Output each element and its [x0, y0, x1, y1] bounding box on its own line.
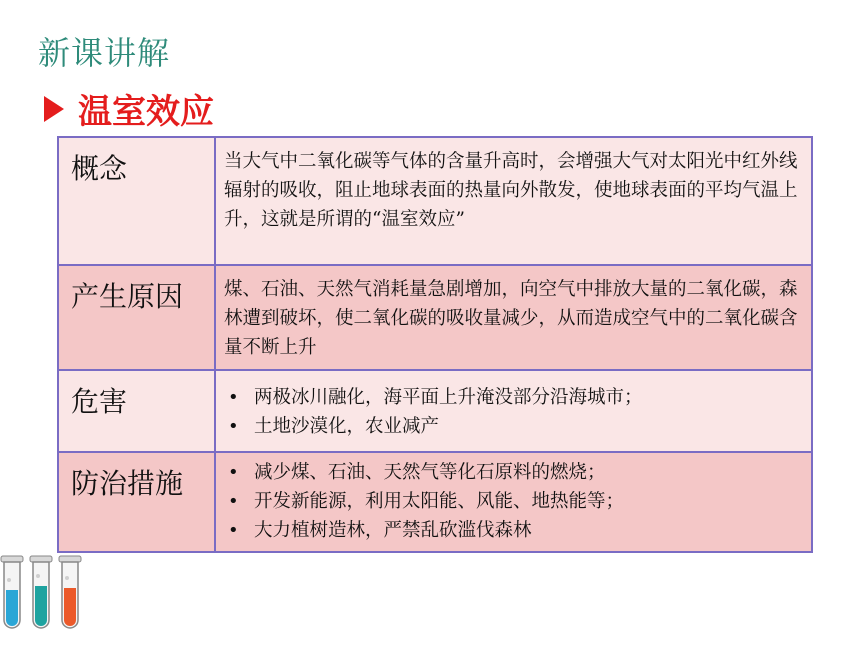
- row-content: 煤、石油、天然气消耗量急剧增加，向空气中排放大量的二氧化碳，森林遭到破坏，使二氧化碳的吸收量减少，从而造成空气中的二氧化碳含量不断上升: [215, 265, 812, 370]
- list-item: • 土地沙漠化，农业减产: [224, 412, 801, 441]
- page-subtitle: 温室效应: [78, 92, 214, 132]
- list-item: • 开发新能源，利用太阳能、风能、地热能等；: [224, 487, 801, 516]
- test-tube-icon: [30, 556, 52, 628]
- greenhouse-effect-table: [57, 136, 813, 553]
- test-tube-icon: [1, 556, 23, 628]
- list-item: • 减少煤、石油、天然气等化石原料的燃烧；: [224, 458, 801, 487]
- table-row-harm: [58, 370, 812, 452]
- prevention-list: [224, 458, 801, 545]
- row-content: 当大气中二氧化碳等气体的含量升高时，会增强大气对太阳光中红外线辐射的吸收，阻止地球表面的热量向外散发，使地球表面的平均气温上升，这就是所谓的“温室效应”: [215, 137, 812, 265]
- arrow-bullet-icon: [44, 96, 64, 122]
- row-label: 产生原因: [58, 265, 215, 370]
- harm-list: [224, 383, 801, 441]
- table-row-cause: [58, 265, 812, 370]
- test-tubes-icon: [0, 550, 90, 640]
- table-row-concept: [58, 137, 812, 265]
- row-label: 危害: [58, 370, 215, 452]
- test-tube-icon: [59, 556, 81, 628]
- row-label: 概念: [58, 137, 215, 265]
- row-label: 防治措施: [58, 452, 215, 552]
- list-item: • 两极冰川融化，海平面上升淹没部分沿海城市；: [224, 383, 801, 412]
- table-row-prevention: [58, 452, 812, 552]
- row-content: [215, 452, 812, 552]
- section-title: 新课讲解: [38, 34, 171, 72]
- row-content: [215, 370, 812, 452]
- list-item: • 大力植树造林，严禁乱砍滥伐森林: [224, 516, 801, 545]
- subtitle-row: [44, 84, 214, 133]
